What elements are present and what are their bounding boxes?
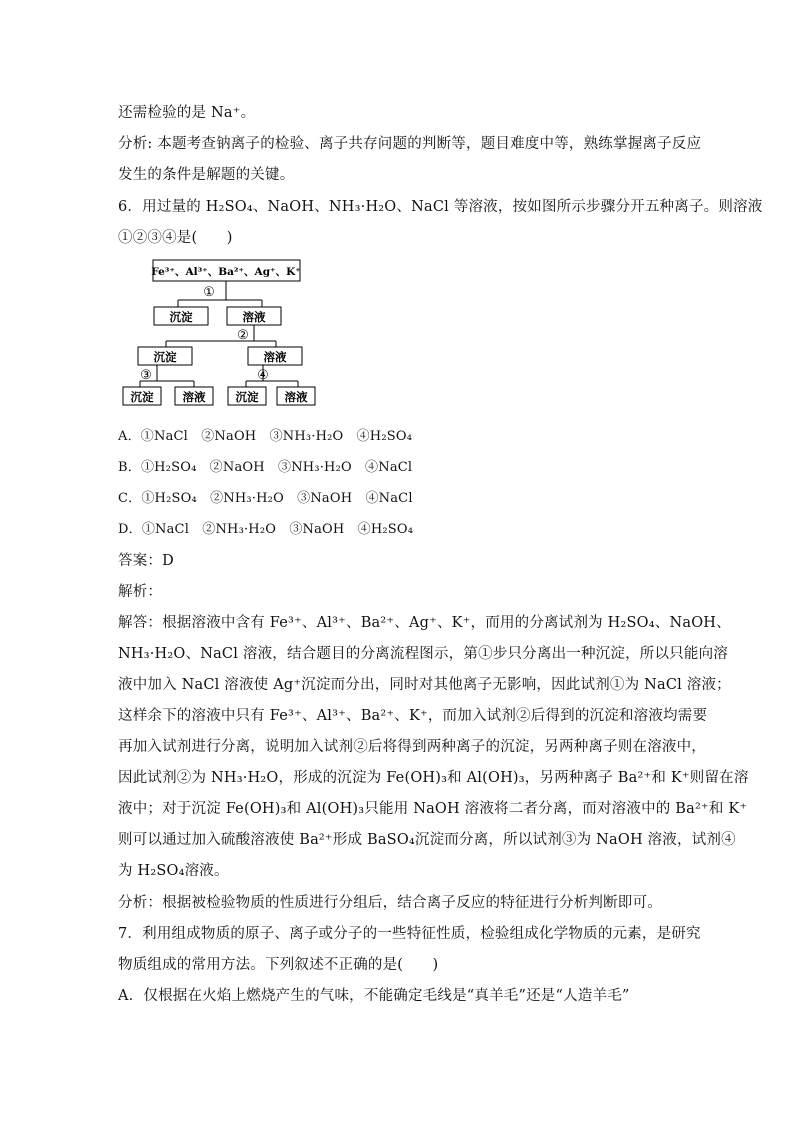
analysis-line: 分析：根据被检验物质的性质进行分组后，结合离子反应的特征进行分析判断即可。 [118,895,662,911]
text-line: 分析: 本题考查钠离子的检验、离子共存问题的判断等，题目难度中等，熟练掌握离子反应 [118,136,702,152]
option-a: A．①NaCl ②NaOH ③NH₃·H₂O ④H₂SO₄ [118,429,413,444]
question-7-stem: 7．利用组成物质的原子、离子或分子的一些特征性质，检验组成化学物质的元素，是研究 [118,926,701,942]
solution-line: 液中；对于沉淀 Fe(OH)₃和 Al(OH)₃只能用 NaOH 溶液将二者分离，而对溶液中的 Ba²⁺和 K⁺ [118,801,748,817]
diagram-solution-3: 溶液 [182,390,206,404]
diagram-step4: ④ [257,368,269,383]
solution-line: 为 H₂SO₄溶液。 [118,863,229,879]
diagram-solution-1: 溶液 [242,310,266,324]
option-b: B．①H₂SO₄ ②NaOH ③NH₃·H₂O ④NaCl [118,460,413,475]
analysis-heading: 解析： [118,584,163,600]
diagram-solution-2: 溶液 [263,350,287,364]
question-6-stem-cont: ①②③④是( ) [118,230,233,246]
solution-line: 解答：根据溶液中含有 Fe³⁺、Al³⁺、Ba²⁺、Ag⁺、K⁺，而用的分离试剂为 H₂SO₄、NaOH、 [118,615,731,631]
diagram-precipitate-3: 沉淀 [130,390,154,404]
solution-line: 因此试剂②为 NH₃·H₂O，形成的沉淀为 Fe(OH)₃和 Al(OH)₃，另两种离子 Ba²⁺和 K⁺则留在溶 [118,770,749,786]
diagram-top-ions: Fe³⁺、Al³⁺、Ba²⁺、Ag⁺、K⁺ [151,266,301,278]
option-d: D．①NaCl ②NH₃·H₂O ③NaOH ④H₂SO₄ [118,522,414,537]
solution-line: 则可以通过加入硫酸溶液使 Ba²⁺形成 BaSO₄沉淀而分离，所以试剂③为 NaOH 溶液，试剂④ [118,832,736,848]
diagram-precipitate-4: 沉淀 [235,390,259,404]
solution-line: 这样余下的溶液中只有 Fe³⁺、Al³⁺、Ba²⁺、K⁺，而加入试剂②后得到的沉淀和溶液均需要 [118,708,708,724]
text-line: 还需检验的是 Na⁺。 [118,105,256,121]
question-7-option-a: A．仅根据在火焰上燃烧产生的气味，不能确定毛线是“真羊毛”还是“人造羊毛” [118,988,630,1004]
diagram-step3: ③ [140,368,152,383]
diagram-precipitate-2: 沉淀 [153,350,177,364]
solution-line: 再加入试剂进行分离，说明加入试剂②后将得到两种离子的沉淀，另两种离子则在溶液中， [118,739,706,755]
diagram-solution-4: 溶液 [284,390,308,404]
answer: 答案：D [118,553,174,569]
solution-line: 液中加入 NaCl 溶液使 Ag⁺沉淀而分出，同时对其他离子无影响，因此试剂①为 NaCl 溶液； [118,677,731,693]
diagram-step1: ① [203,285,215,300]
question-6-stem: 6．用过量的 H₂SO₄、NaOH、NH₃·H₂O、NaCl 等溶液，按如图所示步骤分开五种离子。则溶液 [118,199,763,215]
diagram-precipitate-1: 沉淀 [169,310,193,324]
question-7-stem-cont: 物质组成的常用方法。下列叙述不正确的是( ) [118,957,439,973]
solution-line: NH₃·H₂O、NaCl 溶液，结合题目的分离流程图示，第①步只分离出一种沉淀，所以只能向溶 [118,646,728,662]
option-c: C．①H₂SO₄ ②NH₃·H₂O ③NaOH ④NaCl [118,491,413,506]
diagram-step2: ② [237,328,249,343]
separation-flowchart [120,255,320,411]
text-line: 发生的条件是解题的关键。 [118,167,295,183]
